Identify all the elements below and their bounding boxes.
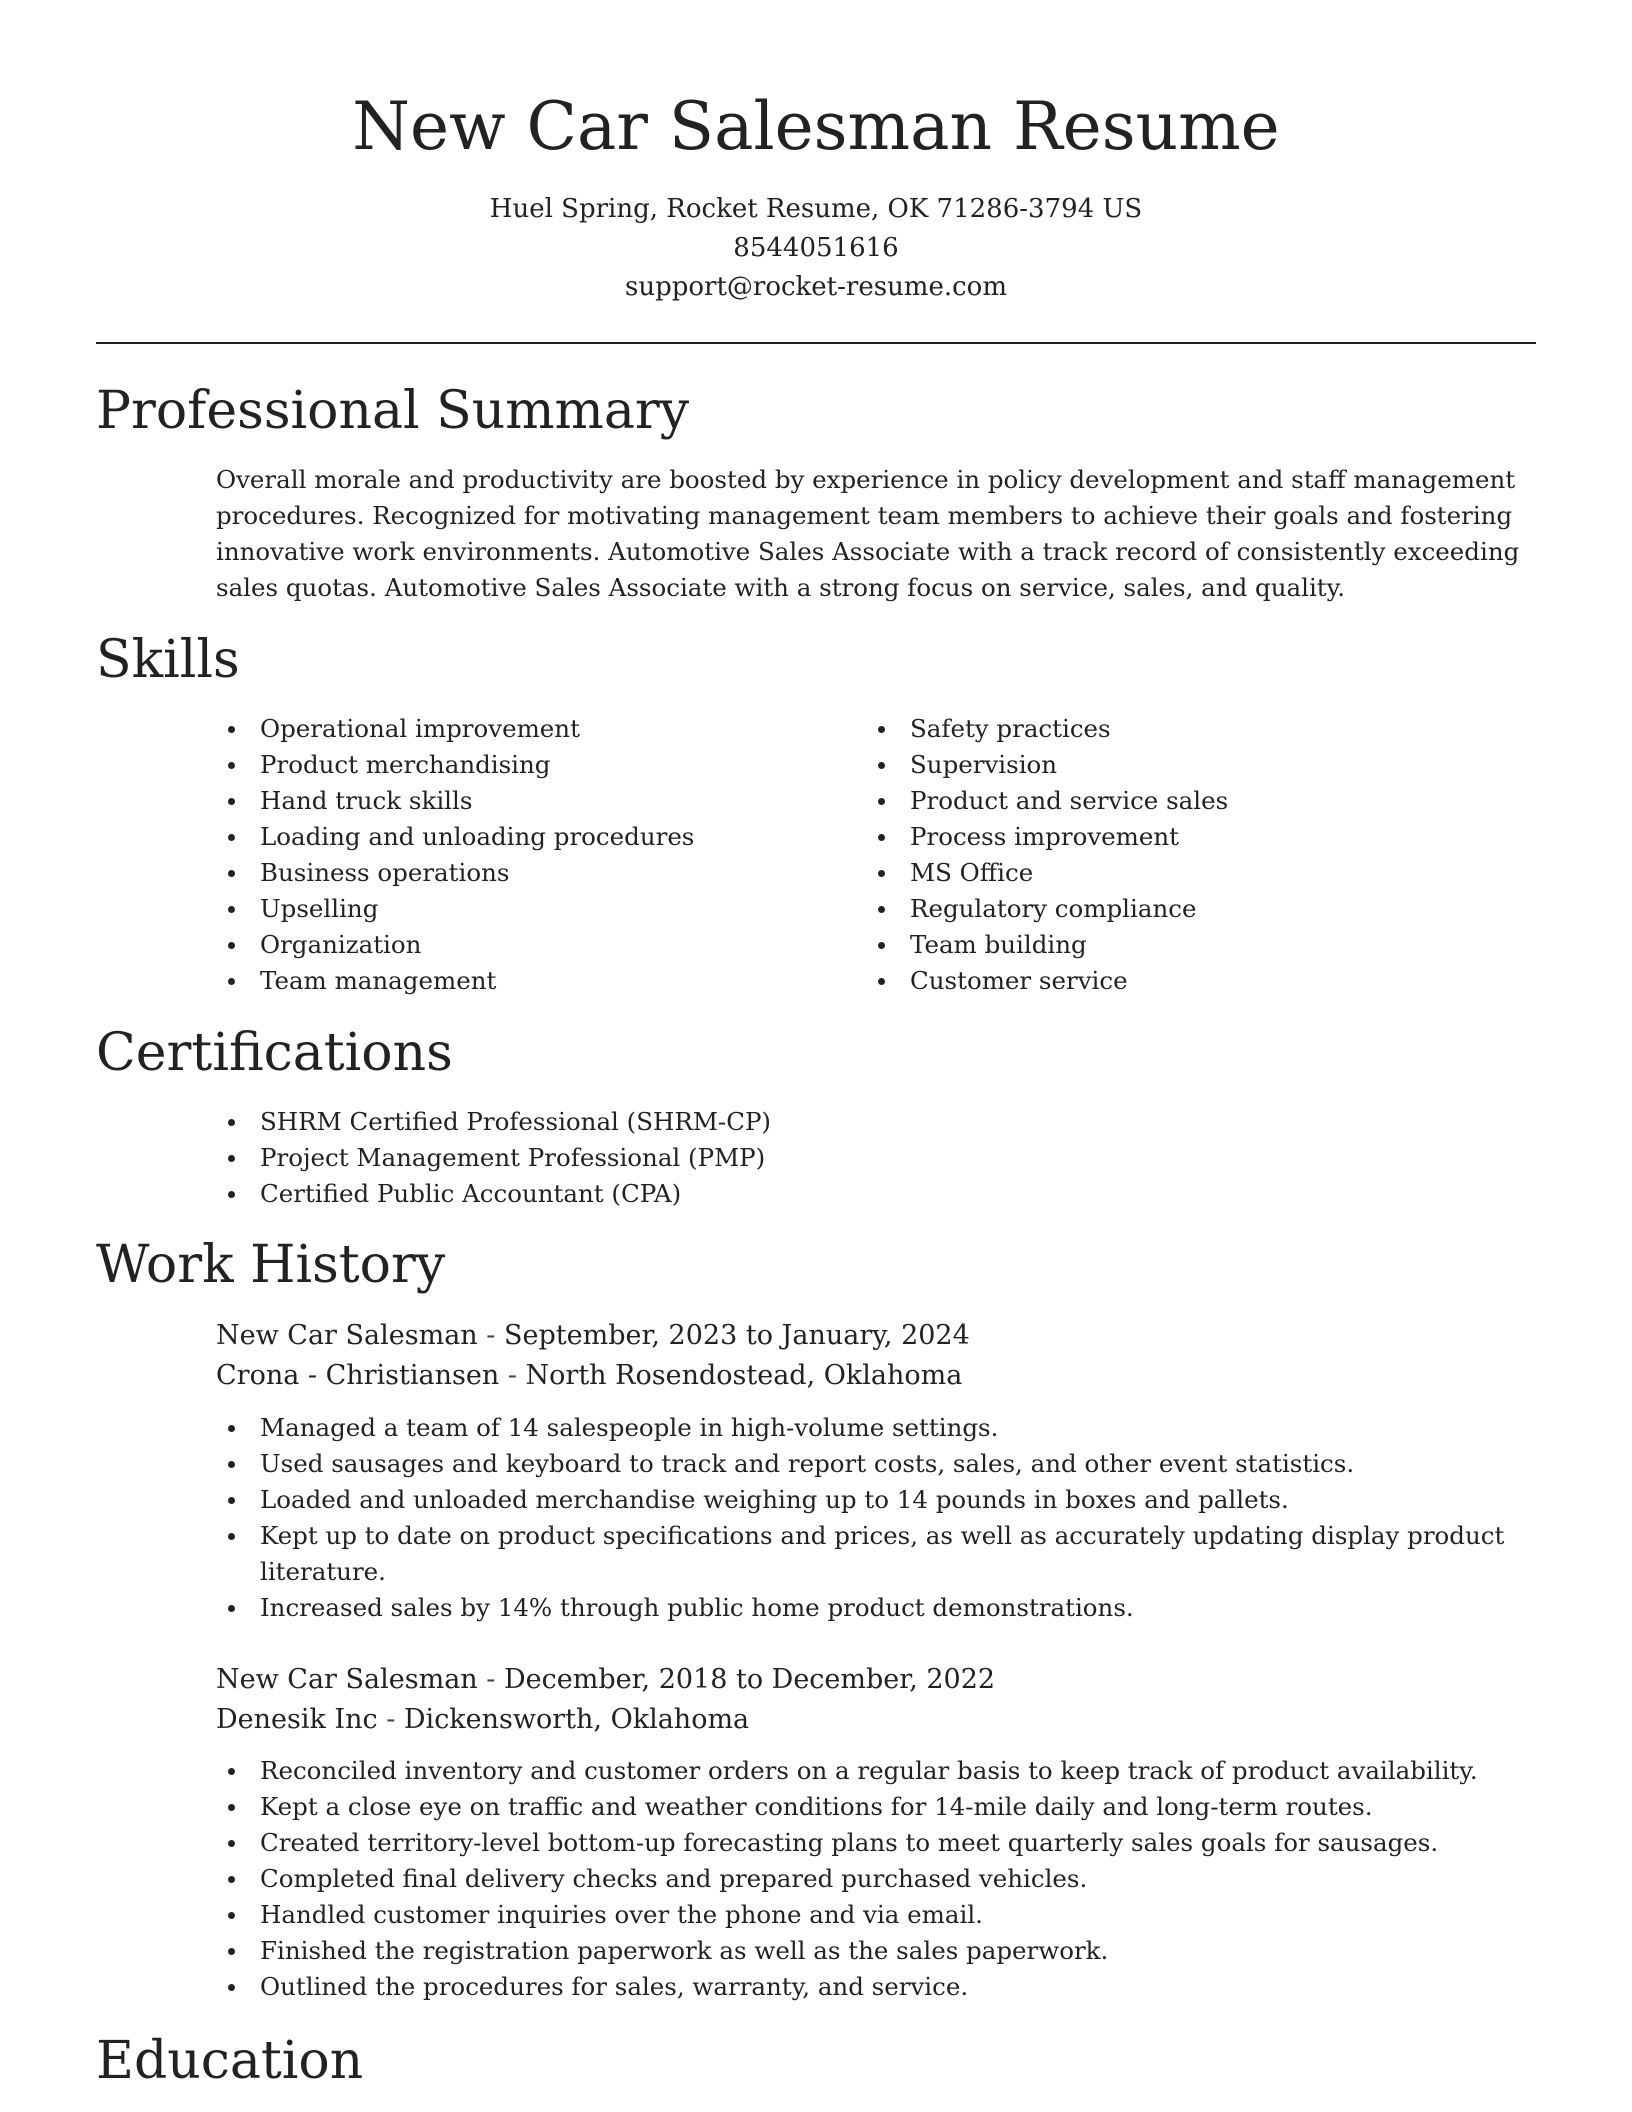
list-item: Product and service sales (866, 783, 1526, 819)
list-item: Team building (866, 927, 1526, 963)
job-dates: December, 2018 to December, 2022 (504, 1664, 996, 1695)
job-duties-list (216, 1410, 1516, 1626)
list-item: Project Management Professional (PMP) (216, 1140, 1516, 1176)
list-item: Business operations (216, 855, 856, 891)
list-item: Team management (216, 963, 856, 999)
list-item: Certified Public Accountant (CPA) (216, 1176, 1516, 1212)
list-item: Process improvement (866, 819, 1526, 855)
skills-list-right (866, 711, 1526, 999)
section-heading-certifications: Certifications (96, 1023, 453, 1083)
section-heading-skills: Skills (96, 630, 240, 690)
list-item: Customer service (866, 963, 1526, 999)
contact-block (0, 190, 1632, 307)
job-company-line (216, 1700, 1536, 1740)
list-item: Increased sales by 14% through public home product demonstrations. (216, 1590, 1516, 1626)
list-item: Outlined the procedures for sales, warranty, and service. (216, 1969, 1516, 2005)
list-item: SHRM Certified Professional (SHRM-CP) (216, 1104, 1516, 1140)
separator: - (477, 1664, 504, 1695)
list-item: Supervision (866, 747, 1526, 783)
resume-title: New Car Salesman Resume (352, 88, 1280, 165)
job-dates: September, 2023 to January, 2024 (504, 1320, 970, 1351)
list-item: Finished the registration paperwork as well as the sales paperwork. (216, 1933, 1516, 1969)
list-item: Operational improvement (216, 711, 856, 747)
job-location: Dickensworth, Oklahoma (403, 1704, 750, 1735)
list-item: Product merchandising (216, 747, 856, 783)
list-item: Loading and unloading procedures (216, 819, 856, 855)
separator: - (477, 1320, 504, 1351)
list-item: Loaded and unloaded merchandise weighing up to 14 pounds in boxes and pallets. (216, 1482, 1516, 1518)
list-item: Completed final delivery checks and prepared purchased vehicles. (216, 1861, 1516, 1897)
section-heading-work-history: Work History (96, 1235, 446, 1295)
list-item: MS Office (866, 855, 1526, 891)
job-title: New Car Salesman (216, 1664, 478, 1695)
contact-email: support@rocket-resume.com (624, 272, 1007, 302)
job-title: New Car Salesman (216, 1320, 478, 1351)
list-item: Reconciled inventory and customer orders on a regular basis to keep track of product availability. (216, 1753, 1516, 1789)
job-title-line (216, 1316, 1536, 1356)
list-item: Kept a close eye on traffic and weather conditions for 14-mile daily and long-term routes. (216, 1789, 1516, 1825)
list-item: Organization (216, 927, 856, 963)
section-heading-summary: Professional Summary (96, 381, 690, 441)
job-company: Crona - Christiansen (216, 1360, 500, 1391)
separator: - (499, 1360, 526, 1391)
job-location: North Rosendostead, Oklahoma (525, 1360, 963, 1391)
list-item: Hand truck skills (216, 783, 856, 819)
section-heading-education: Education (96, 2031, 364, 2091)
job-title-line (216, 1660, 1536, 1700)
header-divider (96, 342, 1536, 344)
certifications-list (216, 1104, 1516, 1212)
list-item: Regulatory compliance (866, 891, 1526, 927)
skills-list-left (216, 711, 856, 999)
separator: - (377, 1704, 404, 1735)
list-item: Upselling (216, 891, 856, 927)
summary-text: Overall morale and productivity are boosted by experience in policy development and staff management procedures. Recognized for motivating management team members to achieve their goals and fostering innovative work environments. Automotive Sales Associate with a track record of consistently exceeding sales quotas. Automotive Sales Associate with a strong focus on service, sales, and quality. (216, 465, 1520, 602)
job-duties-list (216, 1753, 1516, 2005)
list-item: Handled customer inquiries over the phone and via email. (216, 1897, 1516, 1933)
job-company: Denesik Inc (216, 1704, 378, 1735)
list-item: Created territory-level bottom-up forecasting plans to meet quarterly sales goals for sausages. (216, 1825, 1516, 1861)
list-item: Managed a team of 14 salespeople in high-volume settings. (216, 1410, 1516, 1446)
list-item: Kept up to date on product specifications and prices, as well as accurately updating display product literature. (216, 1518, 1516, 1590)
list-item: Safety practices (866, 711, 1526, 747)
job-company-line (216, 1356, 1536, 1396)
contact-address: Huel Spring, Rocket Resume, OK 71286-3794 US (489, 194, 1143, 224)
contact-phone: 8544051616 (733, 233, 899, 263)
list-item: Used sausages and keyboard to track and report costs, sales, and other event statistics. (216, 1446, 1516, 1482)
